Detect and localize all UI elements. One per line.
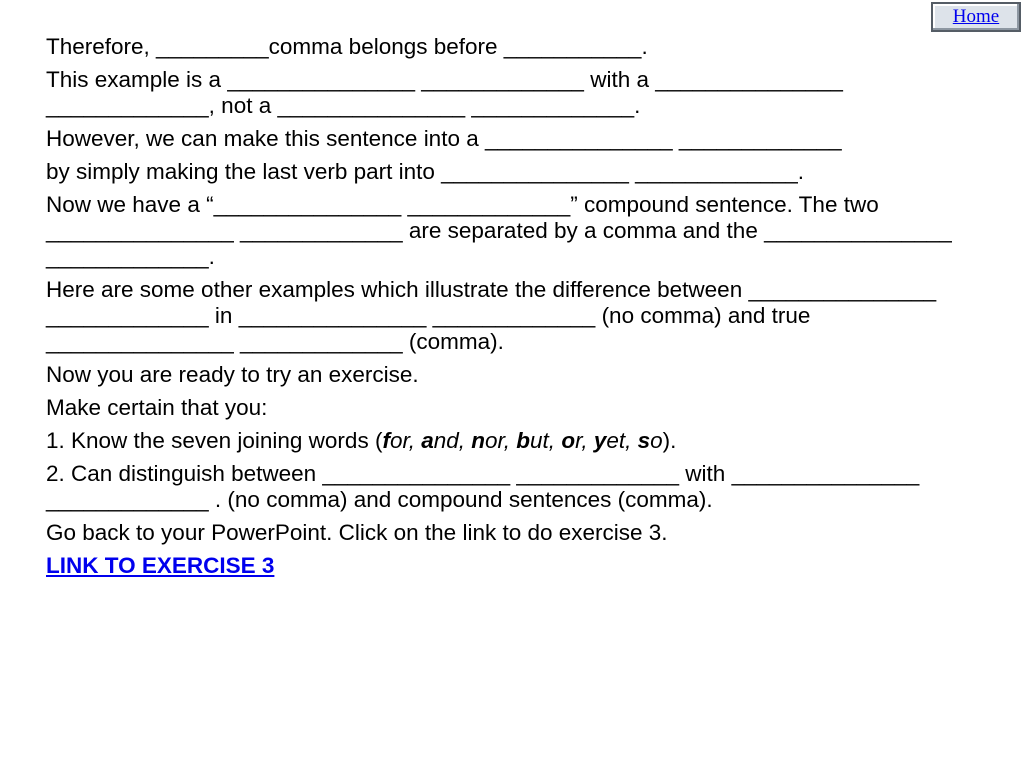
joining-words-suffix: ). — [662, 428, 677, 453]
paragraph-now-we-have: Now we have a “_______________ _____________” compound sentence. The two _______________ _____________ are separated by a comma and the _______________ _____________. — [46, 192, 952, 269]
paragraph-ready: Now you are ready to try an exercise. — [46, 362, 419, 387]
fanboys-yet-initial: y — [593, 428, 607, 453]
paragraph-therefore: Therefore, _________comma belongs before ___________. — [46, 34, 648, 59]
paragraph-other-examples: Here are some other examples which illustrate the difference between _______________ _____________ in _______________ _____________ (no comma) and true _______________ _____________ (comma). — [46, 277, 937, 354]
fanboys-nor-initial: n — [471, 428, 486, 453]
fanboys-for-rest: or, — [389, 428, 422, 453]
fanboys-and-initial: a — [421, 428, 434, 453]
fanboys-or-initial: o — [561, 428, 576, 453]
fanboys-or-rest: r, — [575, 428, 594, 453]
paragraph-distinguish: 2. Can distinguish between _______________ _____________ with _______________ _____________ . (no comma) and compound sentences (comma). — [46, 461, 920, 512]
fanboys-so-rest: o — [650, 428, 663, 453]
joining-words-prefix: 1. Know the seven joining words ( — [46, 428, 383, 453]
fanboys-and-rest: nd, — [433, 428, 472, 453]
paragraph-link — [46, 553, 976, 579]
fanboys-yet-rest: et, — [606, 428, 638, 453]
exercise-3-link[interactable]: LINK TO EXERCISE 3 — [46, 553, 275, 578]
paragraph-however: However, we can make this sentence into a _______________ _____________ — [46, 126, 842, 151]
fanboys-but-rest: ut, — [530, 428, 562, 453]
paragraph-example: This example is a _______________ _____________ with a _______________ _____________, not a _______________ _____________. — [46, 67, 843, 118]
paragraph-go-back: Go back to your PowerPoint. Click on the link to do exercise 3. — [46, 520, 668, 545]
fanboys-so-initial: s — [637, 428, 651, 453]
home-button[interactable] — [931, 2, 1021, 32]
paragraph-make-certain: Make certain that you: — [46, 395, 268, 420]
fanboys-nor-rest: or, — [485, 428, 517, 453]
paragraph-verb-part: by simply making the last verb part into _______________ _____________. — [46, 159, 805, 184]
paragraph-joining-words — [46, 428, 976, 454]
home-link[interactable]: Home — [952, 6, 1000, 27]
slide-body — [46, 34, 976, 586]
fanboys-but-initial: b — [516, 428, 531, 453]
fanboys-for-initial: f — [382, 428, 390, 453]
